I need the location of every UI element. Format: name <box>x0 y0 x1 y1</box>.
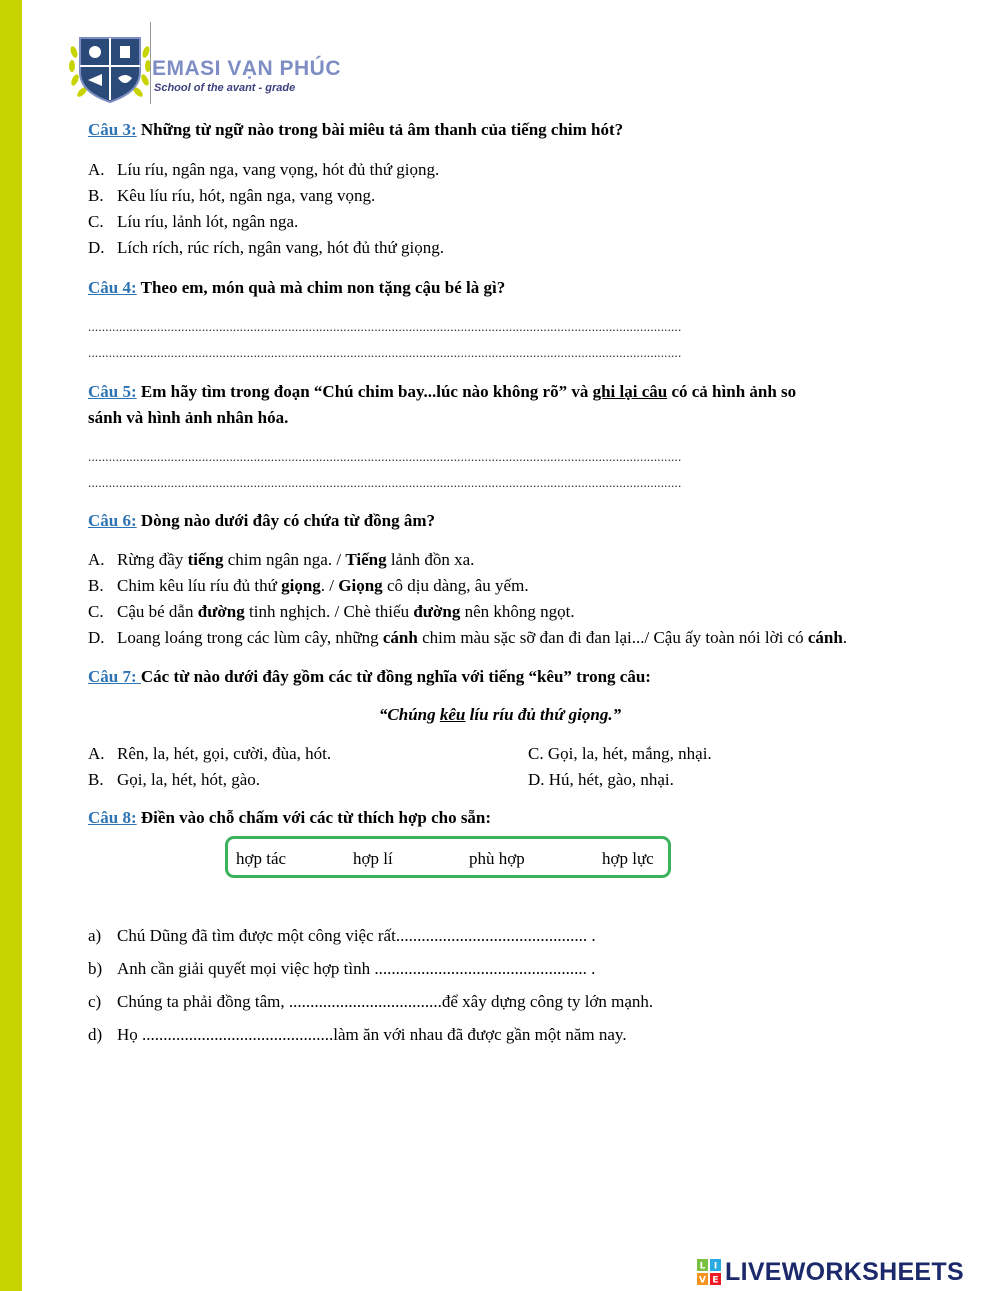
logo-divider <box>150 22 151 104</box>
question-3-option-a[interactable]: A. Líu ríu, ngân nga, vang vọng, hót đủ thứ giọng. <box>88 160 440 179</box>
question-8-item-c[interactable]: c) Chúng ta phải đồng tâm, ....................................để xây dựng công ty lớn mạnh. <box>88 992 654 1011</box>
question-6-option-d[interactable]: D. Loang loáng trong các lùm cây, những cánh chim màu sặc sỡ đan đi đan lại.../ Cậu ấy toàn nói lời có cánh. <box>88 628 848 647</box>
question-4-answer-line-2[interactable]: ............................................................................................................................................................................ <box>88 348 682 360</box>
word-bank-item: hợp lực <box>602 849 654 868</box>
liveworksheets-wordmark: LIVEWORKSHEETS <box>725 1257 964 1286</box>
question-6-option-a[interactable]: A. Rừng đầy tiếng chim ngân nga. / Tiếng lảnh đồn xa. <box>88 550 475 569</box>
question-4 <box>88 276 505 300</box>
question-7-text: Các từ nào dưới đây gồm các từ đồng nghĩa với tiếng “kêu” trong câu: <box>140 667 651 686</box>
question-3-text: Những từ ngữ nào trong bài miêu tả âm thanh của tiếng chim hót? <box>140 120 624 139</box>
question-5: Câu 5: Em hãy tìm trong đoạn “Chú chim bay...lúc nào không rõ” và ghi lại câu có cả hình ảnh so <box>88 382 797 401</box>
question-3-option-c[interactable]: C. Líu ríu, lảnh lót, ngân nga. <box>88 212 299 231</box>
question-6 <box>88 509 435 533</box>
question-4-answer-line-1[interactable]: ............................................................................................................................................................................ <box>88 322 682 334</box>
school-name: EMASI VẠN PHÚC <box>152 57 342 80</box>
question-8-text: Điền vào chỗ chấm với các từ thích hợp cho sẵn: <box>140 808 492 827</box>
question-6-text: Dòng nào dưới đây có chứa từ đồng âm? <box>140 511 436 530</box>
question-5-line-2: sánh và hình ảnh nhân hóa. <box>88 408 289 427</box>
question-5-underlined: ghi lại câu <box>592 382 668 401</box>
word-bank-item: hợp lí <box>353 849 393 868</box>
svg-text:L: L <box>699 1261 706 1272</box>
question-7-option-a[interactable]: A. Rên, la, hét, gọi, cười, đùa, hót. <box>88 744 332 763</box>
question-7 <box>88 665 651 689</box>
question-5-answer-line-2[interactable]: ............................................................................................................................................................................ <box>88 478 682 490</box>
question-8 <box>88 806 491 830</box>
word-bank-item: phù hợp <box>469 849 525 868</box>
school-tagline: School of the avant - grade <box>154 82 296 94</box>
word-bank-box <box>225 836 671 878</box>
question-7-quote: “Chúng kêu líu ríu đủ thứ giọng.” <box>378 705 622 724</box>
liveworksheets-icon <box>697 1259 721 1285</box>
question-7-option-c[interactable]: C. Gọi, la, hét, mắng, nhại. <box>528 744 712 763</box>
word-bank-item: hợp tác <box>236 849 287 868</box>
svg-text:V: V <box>699 1275 706 1285</box>
question-5-answer-line-1[interactable]: ............................................................................................................................................................................ <box>88 452 682 464</box>
question-7-option-d[interactable]: D. Hú, hét, gào, nhại. <box>528 770 674 789</box>
question-8-item-d[interactable]: d) Họ .............................................làm ăn với nhau đã được gần một năm nay. <box>88 1025 627 1044</box>
question-3-label: Câu 3: <box>88 120 137 139</box>
question-5-label: Câu 5: <box>88 382 137 401</box>
question-8-label: Câu 8: <box>88 808 137 827</box>
question-7-label: Câu 7: <box>88 667 141 686</box>
question-8-item-b[interactable]: b) Anh cần giải quyết mọi việc hợp tình .................................................. . <box>88 959 596 978</box>
question-6-option-b[interactable]: B. Chim kêu líu ríu đủ thứ giọng. / Giọng cô dịu dàng, âu yếm. <box>88 576 529 595</box>
question-4-label: Câu 4: <box>88 278 137 297</box>
question-3-option-d[interactable]: D. Lích rích, rúc rích, ngân vang, hót đủ thứ giọng. <box>88 238 444 257</box>
question-8-item-a[interactable]: a) Chú Dũng đã tìm được một công việc rất............................................. . <box>88 926 596 945</box>
question-3-option-b[interactable]: B. Kêu líu ríu, hót, ngân nga, vang vọng. <box>88 186 376 205</box>
question-7-option-b[interactable]: B. Gọi, la, hét, hót, gào. <box>88 770 261 789</box>
school-brand <box>152 57 341 95</box>
question-3 <box>88 118 623 142</box>
svg-text:E: E <box>712 1275 719 1285</box>
question-6-label: Câu 6: <box>88 511 137 530</box>
side-accent-bar <box>0 0 22 1291</box>
svg-text:I: I <box>713 1261 718 1272</box>
liveworksheets-brand[interactable] <box>697 1257 964 1287</box>
question-6-option-c[interactable]: C. Cậu bé dẫn đường tinh nghịch. / Chè thiếu đường nên không ngọt. <box>88 602 575 621</box>
question-4-text: Theo em, món quà mà chim non tặng cậu bé là gì? <box>140 278 506 297</box>
